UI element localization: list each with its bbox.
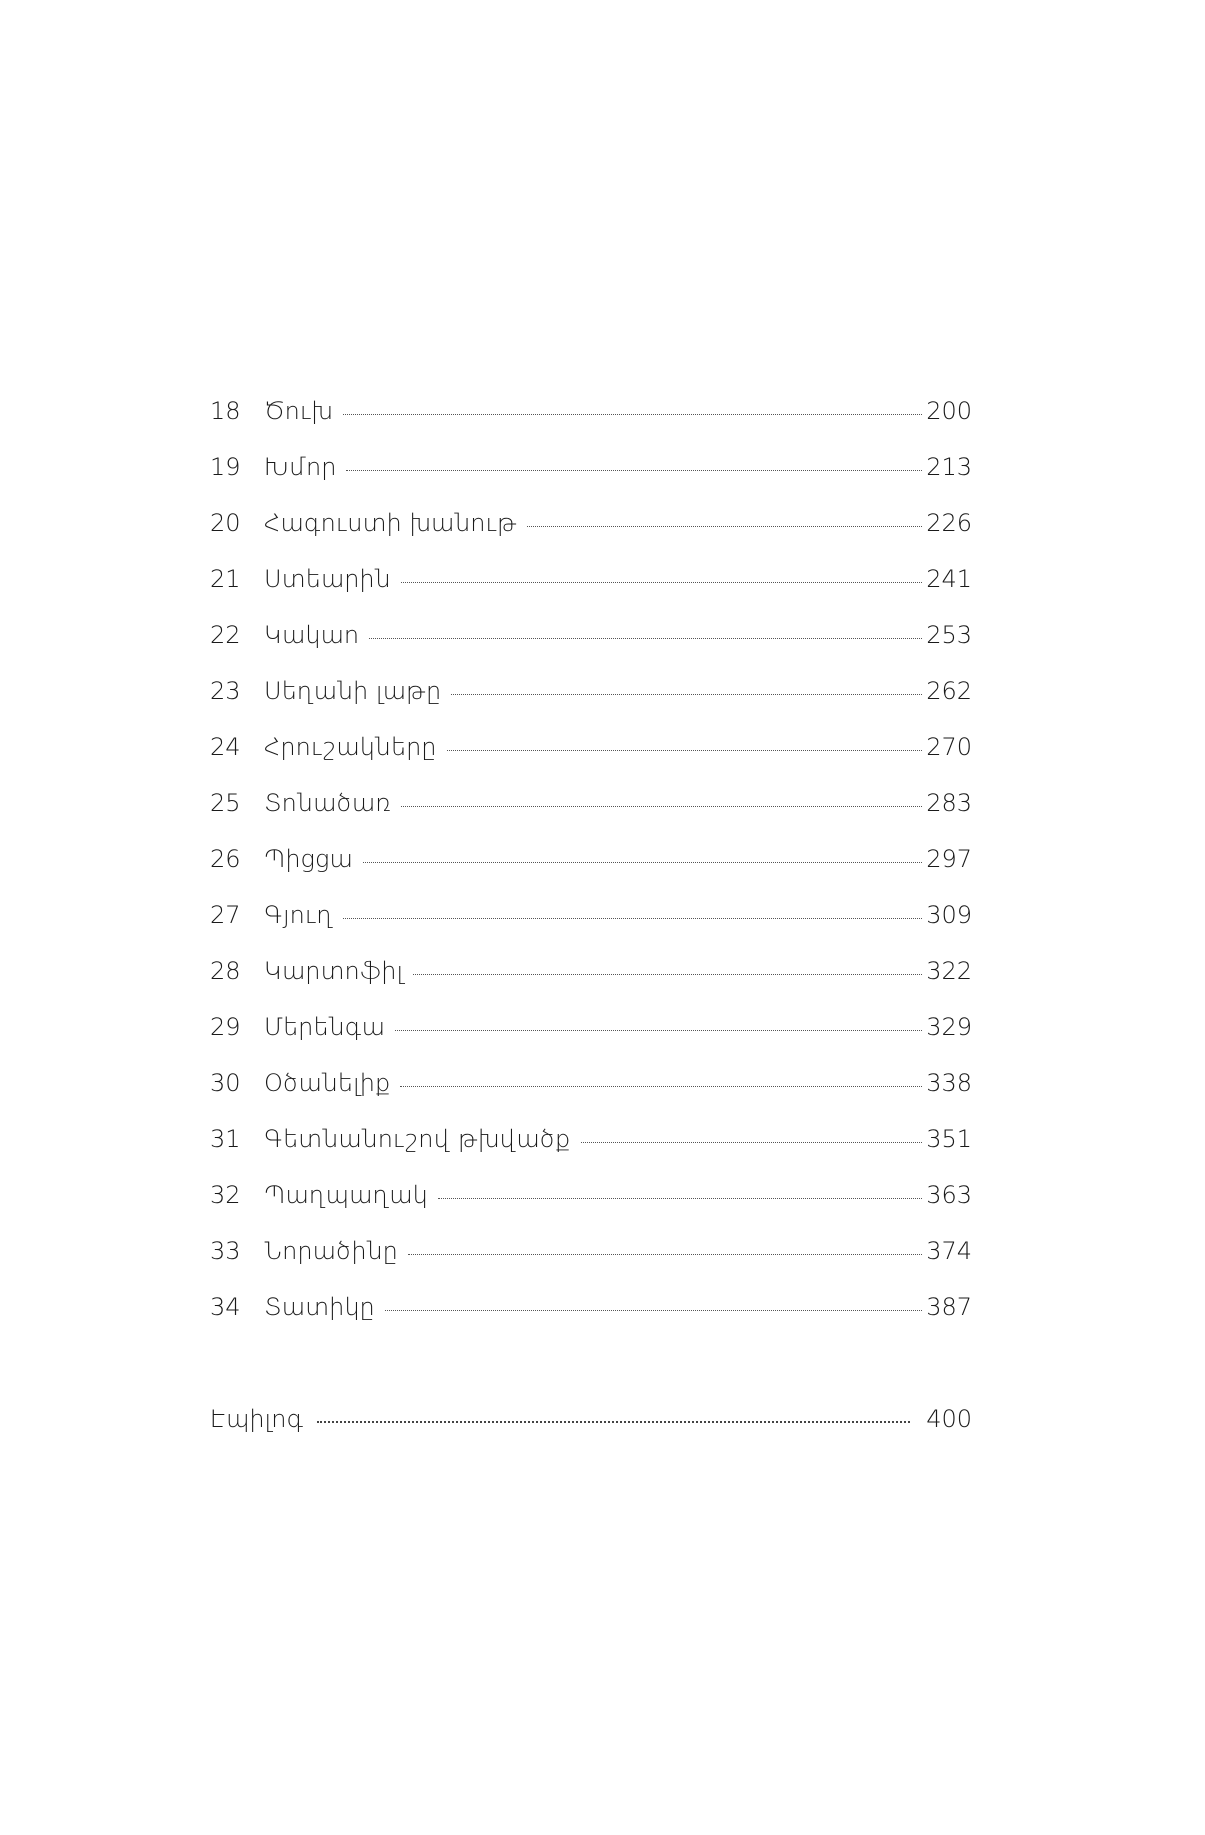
chapter-title: Ստեարին (264, 565, 391, 593)
table-of-contents (210, 397, 972, 1349)
dot-leader (581, 1142, 923, 1143)
page-number: 241 (926, 565, 972, 593)
page-number: 374 (926, 1237, 972, 1265)
chapter-number: 18 (210, 397, 241, 425)
chapter-number: 20 (210, 509, 241, 537)
chapter-number: 25 (210, 789, 241, 817)
dot-leader (385, 1310, 922, 1311)
chapter-title: Պաղպաղակ (264, 1181, 428, 1209)
chapter-number: 26 (210, 845, 241, 873)
page-number: 338 (926, 1069, 972, 1097)
page-number: 270 (926, 733, 972, 761)
chapter-number: 21 (210, 565, 241, 593)
chapter-title: Խմոր (264, 453, 337, 481)
chapter-title: Ծուխ (264, 397, 333, 425)
dot-leader (413, 974, 922, 975)
dot-leader (401, 582, 923, 583)
chapter-number: 31 (210, 1125, 241, 1153)
dot-leader (395, 1030, 922, 1031)
chapter-number: 28 (210, 957, 241, 985)
chapter-number: 34 (210, 1293, 241, 1321)
toc-entry (210, 733, 972, 789)
dot-leader (369, 638, 922, 639)
dot-leader (363, 862, 922, 863)
chapter-number: 30 (210, 1069, 241, 1097)
toc-entry (210, 1069, 972, 1125)
toc-entry (210, 1181, 972, 1237)
toc-entry (210, 453, 972, 509)
epilogue-title: Էպիլոգ (210, 1405, 304, 1433)
chapter-number: 22 (210, 621, 241, 649)
toc-entry (210, 1013, 972, 1069)
chapter-title: Սեղանի լաթը (264, 677, 442, 705)
chapter-title: Կարտոֆիլ (264, 957, 404, 985)
toc-entry (210, 1237, 972, 1293)
page-number: 253 (926, 621, 972, 649)
chapter-number: 33 (210, 1237, 241, 1265)
toc-entry (210, 901, 972, 957)
chapter-title: Գյուղ (264, 901, 334, 929)
page-number: 200 (926, 397, 972, 425)
toc-entry (210, 1125, 972, 1181)
toc-entry (210, 565, 972, 621)
chapter-number: 23 (210, 677, 241, 705)
page-number: 363 (926, 1181, 972, 1209)
chapter-title: Օծանելիք (264, 1069, 391, 1097)
page-number: 262 (926, 677, 972, 705)
dot-leader (408, 1254, 922, 1255)
chapter-title: Մերենգա (264, 1013, 385, 1041)
toc-entry (210, 621, 972, 677)
chapter-title: Կակաո (264, 621, 360, 649)
page-number: 226 (926, 509, 972, 537)
page-number: 309 (926, 901, 972, 929)
dot-leader (343, 918, 922, 919)
toc-entry (210, 509, 972, 565)
chapter-number: 27 (210, 901, 241, 929)
chapter-number: 32 (210, 1181, 241, 1209)
page-number: 322 (926, 957, 972, 985)
toc-entry (210, 789, 972, 845)
chapter-title: Տոնածառ (264, 789, 392, 817)
dot-leader (438, 1198, 922, 1199)
chapter-title: Հագուստի խանութ (264, 509, 517, 537)
toc-entry (210, 957, 972, 1013)
dot-leader (447, 750, 923, 751)
toc-epilogue-entry (210, 1405, 972, 1433)
dot-leader (317, 1421, 910, 1423)
chapter-title: Գետնանուշով թխվածք (264, 1125, 571, 1153)
toc-entry (210, 845, 972, 901)
chapter-title: Նորածինը (264, 1237, 398, 1265)
page-number: 329 (926, 1013, 972, 1041)
page-number: 213 (926, 453, 972, 481)
chapter-number: 19 (210, 453, 241, 481)
toc-entry (210, 677, 972, 733)
chapter-title: Տատիկը (264, 1293, 375, 1321)
dot-leader (400, 1086, 922, 1087)
dot-leader (527, 526, 922, 527)
chapter-title: Հրուշակները (264, 733, 437, 761)
page-number: 297 (926, 845, 972, 873)
dot-leader (451, 694, 922, 695)
toc-entry (210, 1293, 972, 1349)
chapter-number: 29 (210, 1013, 241, 1041)
dot-leader (346, 470, 922, 471)
chapter-title: Պիցցա (264, 845, 353, 873)
page-number: 283 (926, 789, 972, 817)
epilogue-page-number: 400 (926, 1405, 972, 1433)
chapter-number: 24 (210, 733, 241, 761)
page-number: 387 (926, 1293, 972, 1321)
dot-leader (343, 414, 922, 415)
toc-entry (210, 397, 972, 453)
dot-leader (401, 806, 922, 807)
page-number: 351 (926, 1125, 972, 1153)
